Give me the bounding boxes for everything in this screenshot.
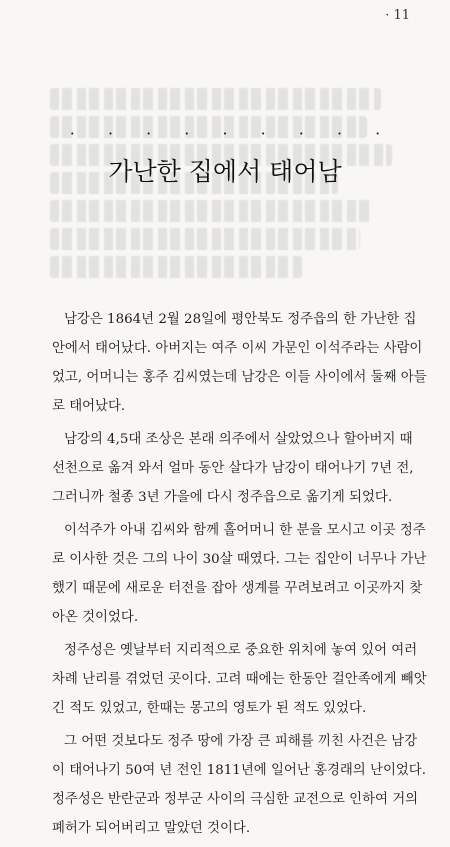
bleed-through-text — [50, 88, 410, 288]
chapter-heading — [0, 124, 450, 188]
paragraph: 정주성은 옛날부터 지리적으로 중요한 위치에 놓여 있어 여러 차례 난리를 겪었던 곳이다. 고려 때에는 한동안 걸안족에게 빼앗긴 적도 있었고, 한때는 몽고의 영토가 된 적도 있었다. — [52, 643, 427, 716]
page-number: · 11 — [385, 8, 410, 23]
paragraph: 그 어떤 것보다도 정주 땅에 가장 큰 피해를 끼친 사건은 남강이 태어나기 50여 년 전인 1811년에 일어난 홍경래의 난이었다. 정주성은 반란군과 정부군 사이의 극심한 교전으로 인하여 거의 폐허가 되어버리고 말았던 것이다. — [52, 734, 427, 836]
paragraph: 남강의 4,5대 조상은 본래 의주에서 살았었으나 할아버지 때 선천으로 옮겨 와서 얼마 동안 살다가 남강이 태어나기 7년 전, 그러니까 철종 3년 가을에 다시 정주읍으로 옮기게 되었다. — [52, 432, 414, 505]
decorative-dots: · · · · · · · · · — [69, 124, 395, 143]
body-text — [52, 305, 428, 847]
paragraph: 이석주가 아내 김씨와 함께 홀어머니 한 분을 모시고 이곳 정주로 이사한 것은 그의 나이 30살 때였다. 그는 집안이 너무나 가난했기 때문에 새로운 터전을 잡아 생계를 꾸려보려고 이곳까지 찾아온 것이었다. — [52, 523, 427, 625]
chapter-title: 가난한 집에서 태어남 — [108, 157, 342, 186]
paragraph: 남강은 1864년 2월 28일에 평안북도 정주읍의 한 가난한 집안에서 태어났다. 아버지는 여주 이씨 가문인 이석주라는 사람이었고, 어머니는 홍주 김씨였는데 남강은 이들 사이에서 둘째 아들로 태어났다. — [52, 312, 427, 414]
